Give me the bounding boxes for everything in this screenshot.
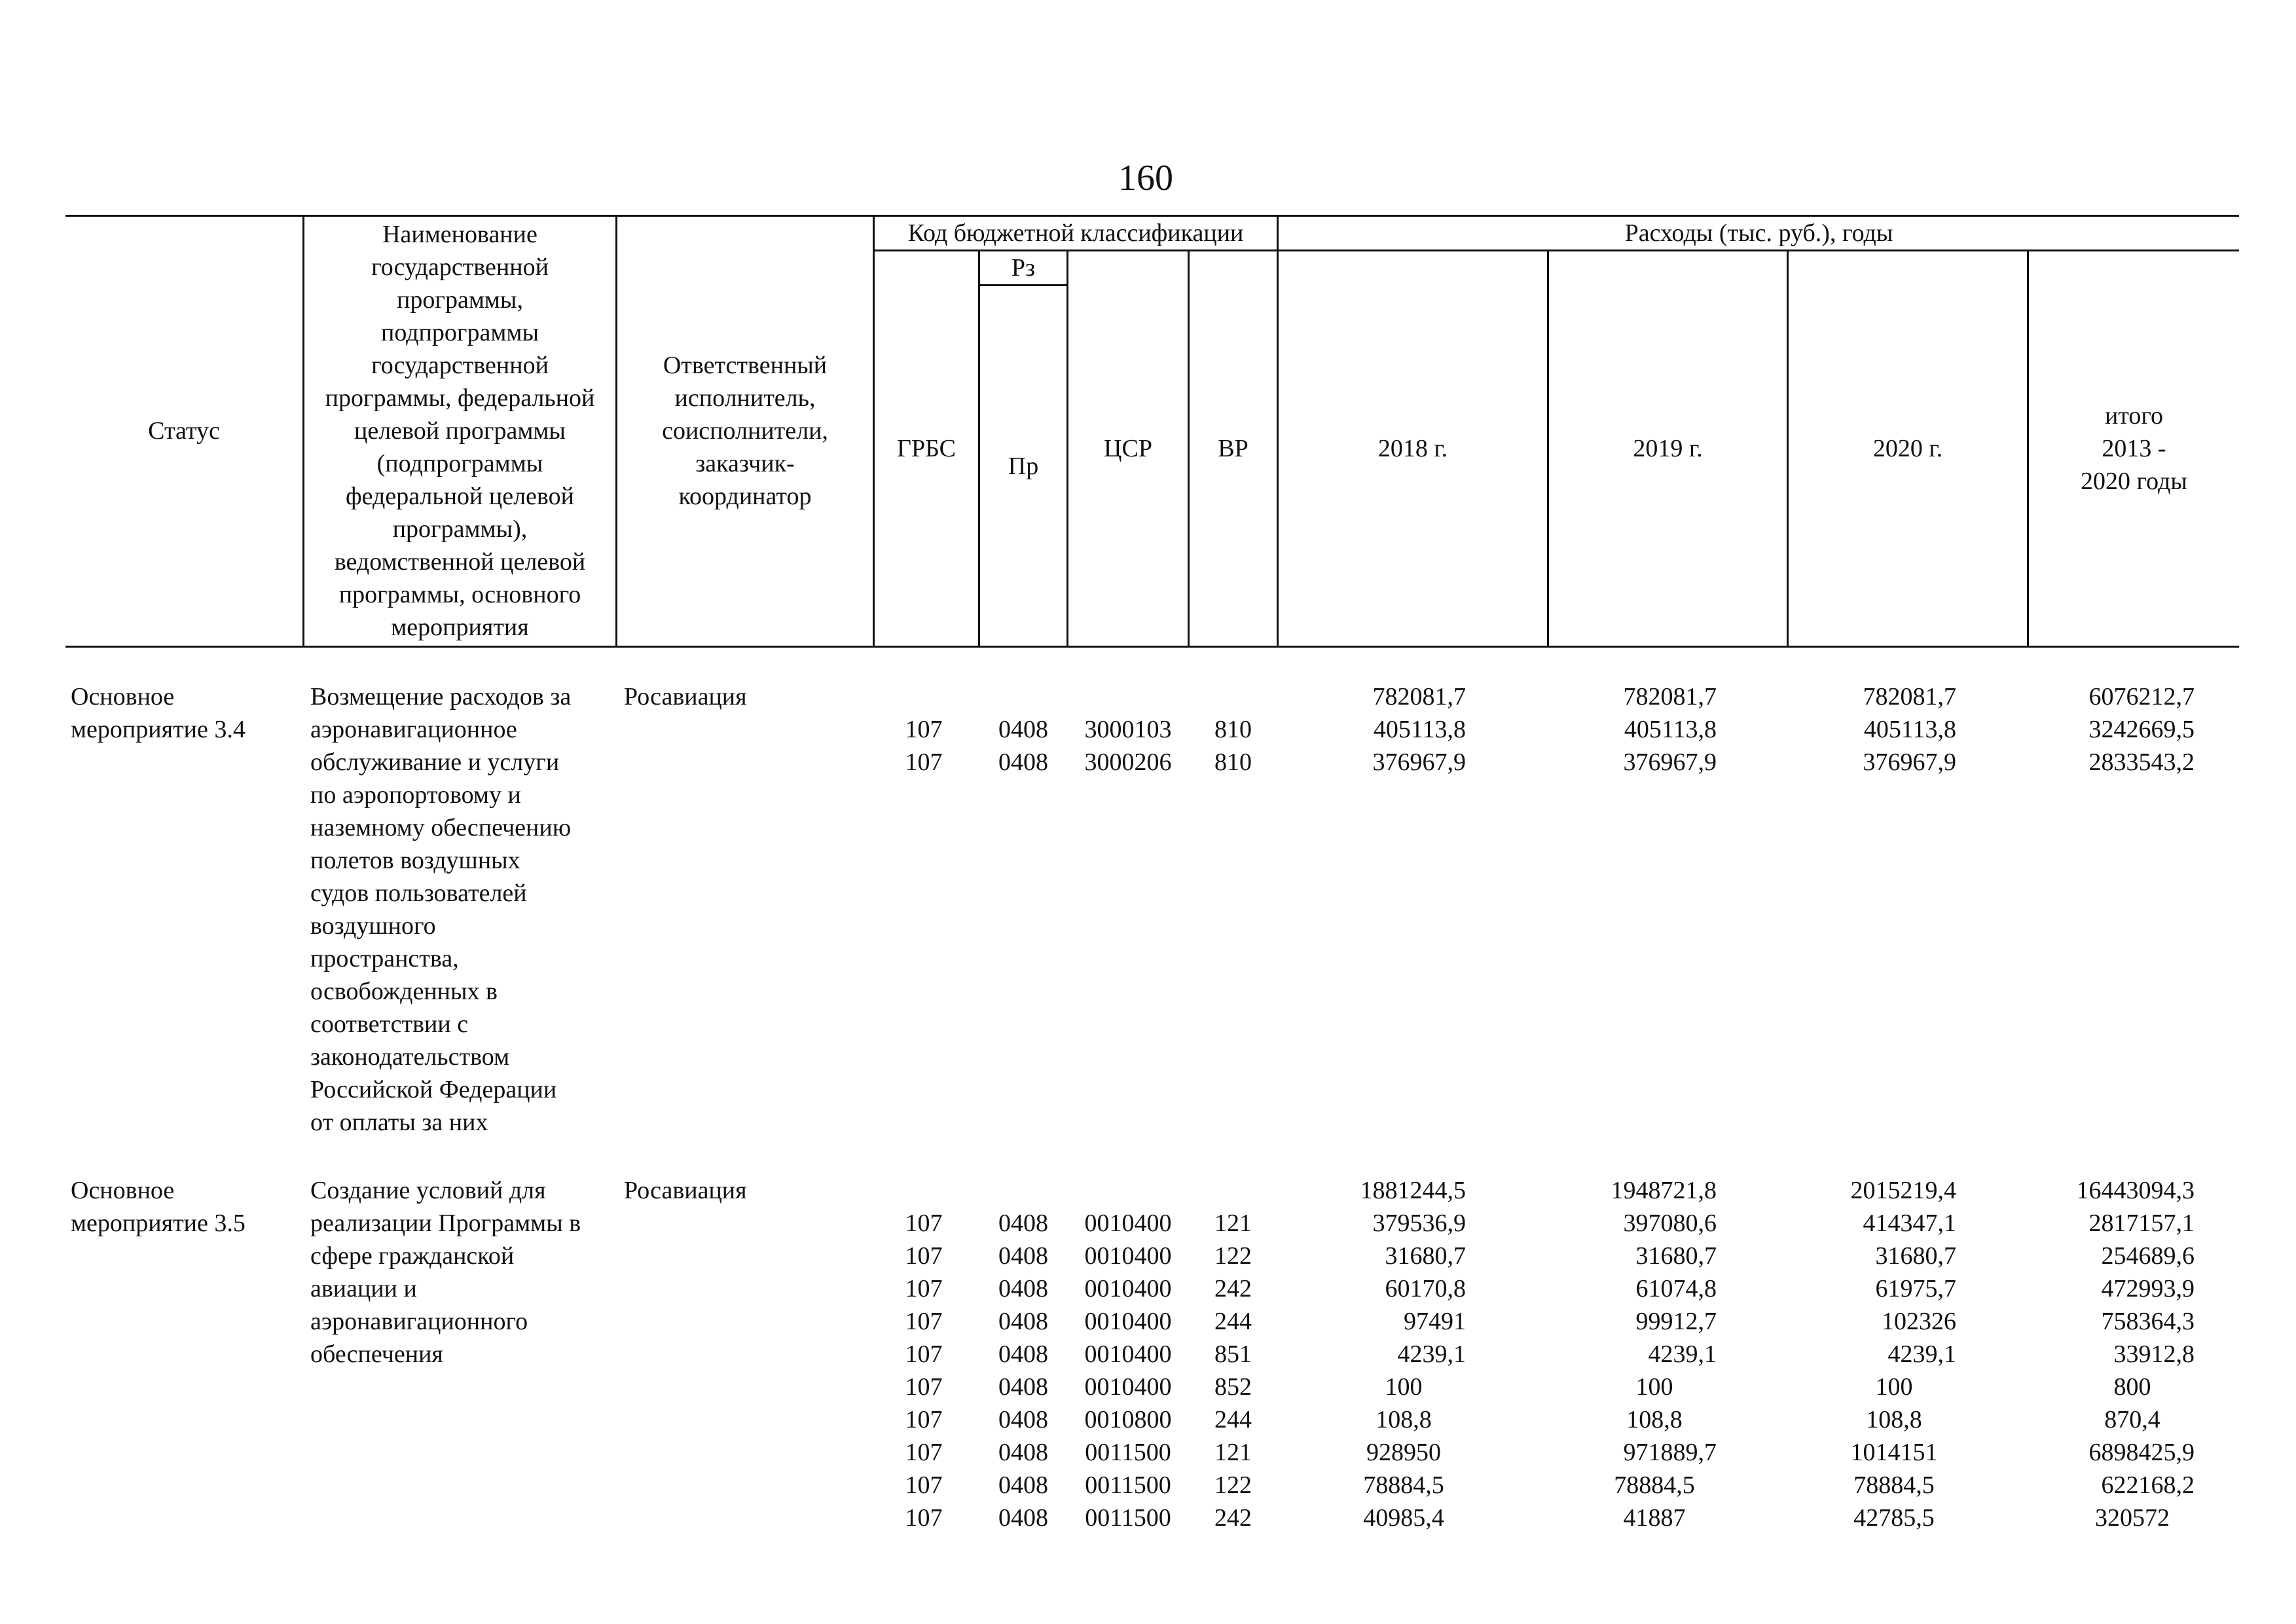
cell-grbs: 107	[905, 1340, 943, 1368]
cell-vr: 121	[1214, 1209, 1252, 1237]
cell-total: 622168,2	[2101, 1471, 2195, 1499]
cell-grbs: 107	[905, 1439, 943, 1466]
cell-vr: 810	[1214, 716, 1252, 743]
header-vr: ВР	[1218, 435, 1248, 462]
record-name: Возмещение расходов за аэронавигационное обслуживание и услуги по аэропортовому и наземному обеспечению полетов воздушных судов пользователей воздушного пространства, освобожденных в соответствии с законодательством Российской Федерации от оплаты за них	[310, 683, 572, 1136]
cell-rzpr: 0408	[998, 1242, 1048, 1270]
cell-rzpr: 0408	[998, 1340, 1048, 1368]
cell-2019: 108,8	[1626, 1406, 1683, 1433]
header-budget-code: Код бюджетной классификации	[907, 219, 1244, 247]
cell-rzpr: 0408	[998, 1373, 1048, 1401]
cell-rzpr: 0408	[998, 1439, 1048, 1466]
cell-vr: 244	[1214, 1308, 1252, 1335]
total-2018: 782081,7	[1372, 683, 1466, 710]
cell-2020: 61975,7	[1875, 1275, 1956, 1302]
cell-total: 758364,3	[2101, 1308, 2195, 1335]
record-status: Основное мероприятие 3.4	[71, 683, 246, 743]
cell-rzpr: 0408	[998, 716, 1048, 743]
cell-grbs: 107	[905, 1209, 943, 1237]
cell-grbs: 107	[905, 748, 943, 776]
cell-2019: 99912,7	[1635, 1308, 1717, 1335]
cell-csr: 3000206	[1084, 748, 1172, 776]
cell-csr: 0010400	[1084, 1308, 1172, 1335]
cell-vr: 242	[1214, 1275, 1252, 1302]
cell-grbs: 107	[905, 1275, 943, 1302]
cell-csr: 0010400	[1084, 1340, 1172, 1368]
cell-2018: 928950	[1366, 1439, 1441, 1466]
cell-total: 33912,8	[2113, 1340, 2195, 1368]
cell-rzpr: 0408	[998, 1471, 1048, 1499]
cell-rzpr: 0408	[998, 1406, 1048, 1433]
cell-grbs: 107	[905, 1242, 943, 1270]
total-2020: 2015219,4	[1850, 1177, 1956, 1204]
record-responsible: Росавиация	[624, 683, 747, 710]
cell-2018: 100	[1385, 1373, 1423, 1401]
cell-2018: 31680,7	[1385, 1242, 1466, 1270]
header-year-2020: 2020 г.	[1872, 435, 1943, 462]
total-2018: 1881244,5	[1360, 1177, 1466, 1204]
cell-csr: 0011500	[1085, 1471, 1171, 1499]
cell-rzpr: 0408	[998, 1275, 1048, 1302]
total-2019: 1948721,8	[1611, 1177, 1717, 1204]
cell-2020: 102326	[1882, 1308, 1956, 1335]
cell-2019: 405113,8	[1624, 716, 1717, 743]
record-name: Создание условий для реализации Программы в сфере гражданской авиации и аэронавигационного обеспечения	[310, 1177, 581, 1368]
cell-total: 254689,6	[2101, 1242, 2195, 1270]
header-year-2018: 2018 г.	[1377, 435, 1448, 462]
cell-2018: 78884,5	[1363, 1471, 1444, 1499]
cell-2020: 1014151	[1850, 1439, 1938, 1466]
cell-csr: 0010400	[1084, 1275, 1172, 1302]
cell-csr: 0011500	[1085, 1504, 1171, 1532]
header-csr: ЦСР	[1104, 435, 1152, 462]
record-status: Основное мероприятие 3.5	[71, 1177, 246, 1237]
cell-total: 870,4	[2104, 1406, 2160, 1433]
cell-2019: 376967,9	[1623, 748, 1717, 776]
cell-2020: 405113,8	[1863, 716, 1956, 743]
cell-csr: 3000103	[1084, 716, 1172, 743]
cell-total: 2833543,2	[2088, 748, 2195, 776]
cell-vr: 122	[1214, 1471, 1252, 1499]
cell-vr: 810	[1214, 748, 1252, 776]
cell-csr: 0010400	[1084, 1373, 1172, 1401]
cell-total: 320572	[2095, 1504, 2170, 1532]
cell-grbs: 107	[905, 1373, 943, 1401]
record-responsible: Росавиация	[624, 1177, 747, 1204]
page-number: 160	[1118, 158, 1173, 198]
cell-2020: 42785,5	[1853, 1504, 1935, 1532]
header-rz: Рз	[1011, 254, 1036, 282]
cell-rzpr: 0408	[998, 1504, 1048, 1532]
cell-total: 2817157,1	[2088, 1209, 2195, 1237]
cell-2019: 31680,7	[1635, 1242, 1717, 1270]
cell-csr: 0010800	[1084, 1406, 1172, 1433]
header-grbs: ГРБС	[896, 435, 956, 462]
cell-rzpr: 0408	[998, 1209, 1048, 1237]
cell-2018: 60170,8	[1385, 1275, 1466, 1302]
cell-2019: 61074,8	[1635, 1275, 1717, 1302]
cell-2020: 108,8	[1866, 1406, 1922, 1433]
cell-2020: 4239,1	[1887, 1340, 1956, 1368]
cell-grbs: 107	[905, 1308, 943, 1335]
cell-grbs: 107	[905, 1504, 943, 1532]
cell-csr: 0010400	[1084, 1209, 1172, 1237]
cell-2018: 405113,8	[1373, 716, 1466, 743]
total-2020: 782081,7	[1863, 683, 1956, 710]
cell-2019: 100	[1635, 1373, 1673, 1401]
cell-vr: 851	[1214, 1340, 1252, 1368]
cell-total: 472993,9	[2101, 1275, 2195, 1302]
cell-vr: 242	[1214, 1504, 1252, 1532]
cell-vr: 122	[1214, 1242, 1252, 1270]
header-responsible: Ответственный исполнитель, соисполнители, заказчик- координатор	[662, 352, 828, 510]
header-total: итого 2013 - 2020 годы	[2081, 402, 2187, 495]
cell-2020: 100	[1875, 1373, 1913, 1401]
cell-rzpr: 0408	[998, 1308, 1048, 1335]
cell-2018: 40985,4	[1363, 1504, 1444, 1532]
total-2019: 782081,7	[1623, 683, 1717, 710]
cell-2020: 376967,9	[1863, 748, 1956, 776]
header-expenses: Расходы (тыс. руб.), годы	[1624, 219, 1893, 247]
cell-rzpr: 0408	[998, 748, 1048, 776]
cell-vr: 121	[1214, 1439, 1252, 1466]
cell-grbs: 107	[905, 716, 943, 743]
cell-2018: 97491	[1404, 1308, 1466, 1335]
cell-2018: 379536,9	[1372, 1209, 1466, 1237]
cell-2019: 78884,5	[1614, 1471, 1695, 1499]
cell-2018: 4239,1	[1397, 1340, 1466, 1368]
cell-csr: 0010400	[1084, 1242, 1172, 1270]
cell-total: 3242669,5	[2088, 716, 2195, 743]
cell-csr: 0011500	[1085, 1439, 1171, 1466]
cell-vr: 852	[1214, 1373, 1252, 1401]
cell-2018: 376967,9	[1372, 748, 1466, 776]
cell-grbs: 107	[905, 1406, 943, 1433]
cell-total: 6898425,9	[2088, 1439, 2195, 1466]
cell-2019: 4239,1	[1648, 1340, 1717, 1368]
cell-2020: 78884,5	[1853, 1471, 1935, 1499]
cell-2019: 41887	[1623, 1504, 1686, 1532]
header-status: Статус	[148, 417, 220, 445]
header-pr: Пр	[1008, 452, 1039, 480]
cell-2018: 108,8	[1376, 1406, 1432, 1433]
total-all-years: 16443094,3	[2076, 1177, 2195, 1204]
header-bottom-rule	[65, 646, 2239, 648]
cell-2020: 414347,1	[1863, 1209, 1956, 1237]
cell-grbs: 107	[905, 1471, 943, 1499]
cell-2020: 31680,7	[1875, 1242, 1956, 1270]
header-year-2019: 2019 г.	[1633, 435, 1703, 462]
cell-total: 800	[2113, 1373, 2151, 1401]
cell-2019: 397080,6	[1623, 1209, 1717, 1237]
header-program-name: Наименование государственной программы, подпрограммы государственной программы, федеральной целевой программы (подпрограммы федеральной целевой программы), ведомственной целевой программы, основного мероприятия	[325, 221, 595, 641]
total-all-years: 6076212,7	[2088, 683, 2195, 710]
cell-vr: 244	[1214, 1406, 1252, 1433]
cell-2019: 971889,7	[1623, 1439, 1717, 1466]
